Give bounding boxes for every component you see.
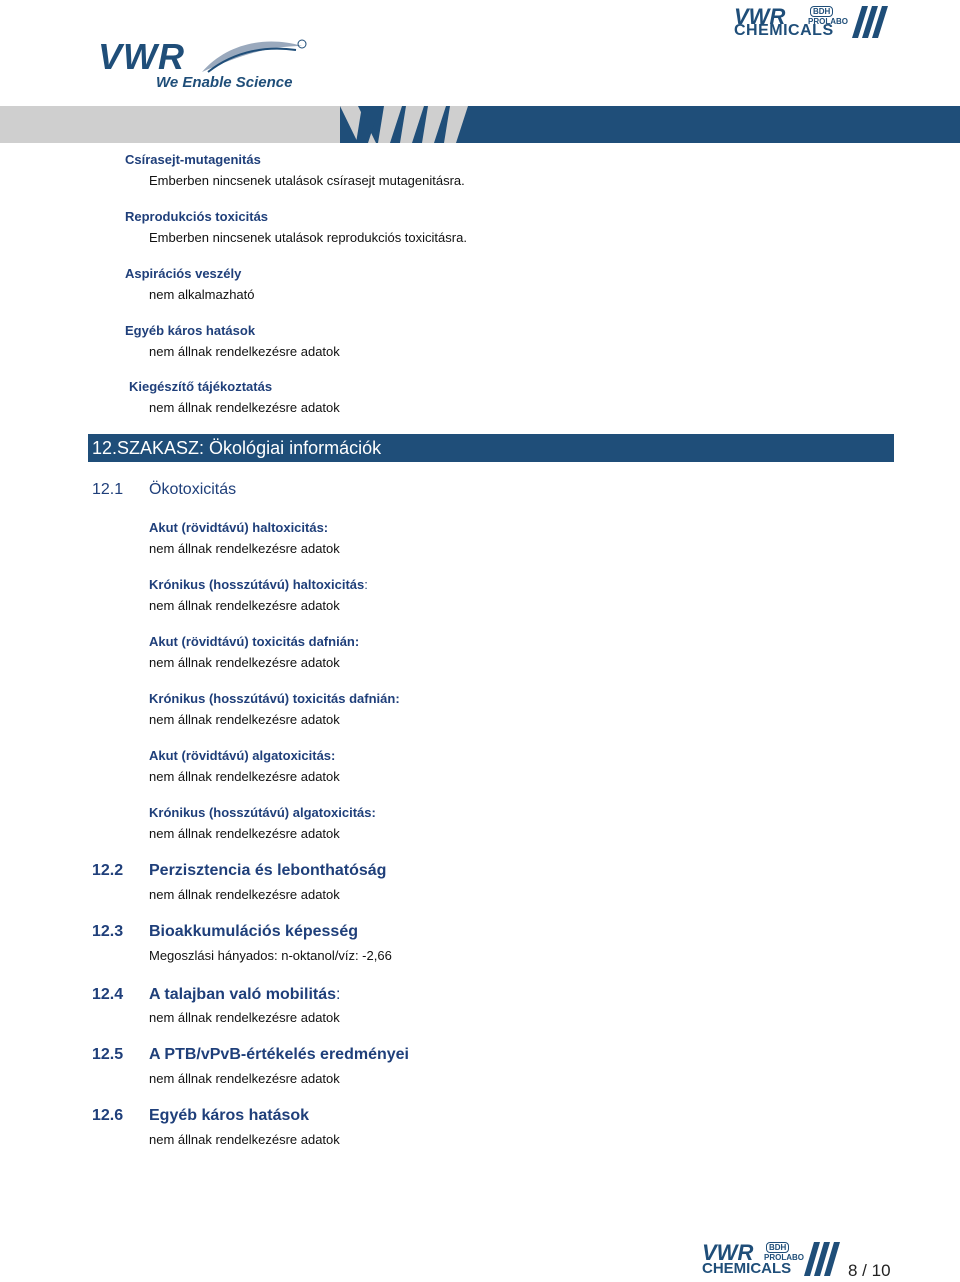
heading-germ-cell-mutagenicity: Csírasejt-mutagenitás xyxy=(125,152,261,167)
text-additional-information: nem állnak rendelkezésre adatok xyxy=(149,400,340,415)
logo-tagline: We Enable Science xyxy=(156,74,293,91)
heading-other-adverse-effects: Egyéb káros hatások xyxy=(125,323,256,338)
stripes-icon xyxy=(852,6,892,38)
subsection-title-other-adverse-effects: Egyéb káros hatások xyxy=(149,1107,310,1124)
subsection-number: 12.2 xyxy=(92,862,124,879)
vwr-we-enable-science-logo xyxy=(98,36,318,98)
prolabo-text: PROLABO xyxy=(808,17,848,26)
header-band-grey xyxy=(0,106,340,143)
footer-bdh-badge: BDH xyxy=(766,1242,789,1253)
bdh-badge: BDH xyxy=(810,6,833,17)
header-band xyxy=(0,106,960,143)
subsection-title-ecotoxicity: Ökotoxicitás xyxy=(149,481,237,498)
footer-logo-vwr-text: VWR xyxy=(702,1240,754,1265)
text-pbt-assessment: nem állnak rendelkezésre adatok xyxy=(149,1071,340,1086)
text-aspiration-hazard: nem alkalmazható xyxy=(149,287,255,302)
logo-chemicals-text: CHEMICALS xyxy=(734,22,834,39)
text-bioaccumulation: Megoszlási hányados: n-oktanol/víz: -2,66 xyxy=(149,948,392,963)
page-number: 8 / 10 xyxy=(848,1261,891,1280)
text-chronic-daphnia-toxicity: nem állnak rendelkezésre adatok xyxy=(149,712,340,727)
text-chronic-fish-toxicity: nem állnak rendelkezésre adatok xyxy=(149,598,340,613)
heading-chronic-algae-toxicity: Krónikus (hosszútávú) algatoxicitás: xyxy=(149,805,376,820)
subsection-title-pbt-assessment: A PTB/vPvB-értékelés eredményei xyxy=(149,1046,409,1063)
leaf-swoosh-icon xyxy=(198,36,308,76)
heading-acute-fish-toxicity: Akut (rövidtávú) haltoxicitás: xyxy=(149,520,329,535)
heading-acute-daphnia-toxicity: Akut (rövidtávú) toxicitás dafnián: xyxy=(149,634,360,649)
text-chronic-algae-toxicity: nem állnak rendelkezésre adatok xyxy=(149,826,340,841)
vwr-chemicals-logo-top xyxy=(730,4,900,40)
heading-chronic-daphnia-toxicity: Krónikus (hosszútávú) toxicitás dafnián: xyxy=(149,691,400,706)
logo-vwr-text: VWR xyxy=(734,4,786,29)
text-other-adverse-effects: nem állnak rendelkezésre adatok xyxy=(149,344,340,359)
vwr-chemicals-logo-footer xyxy=(700,1240,845,1278)
subsection-number: 12.4 xyxy=(92,986,124,1003)
text-persistence: nem állnak rendelkezésre adatok xyxy=(149,887,340,902)
text-reproductive-toxicity: Emberben nincsenek utalások reprodukciós toxicitásra. xyxy=(149,230,467,245)
text-soil-mobility: nem állnak rendelkezésre adatok xyxy=(149,1010,340,1025)
subsection-number: 12.1 xyxy=(92,481,124,498)
text-acute-daphnia-toxicity: nem állnak rendelkezésre adatok xyxy=(149,655,340,670)
text-other-adverse-effects-12: nem állnak rendelkezésre adatok xyxy=(149,1132,340,1147)
text-acute-algae-toxicity: nem állnak rendelkezésre adatok xyxy=(149,769,340,784)
subsection-title-persistence: Perzisztencia és lebonthatóság xyxy=(149,862,387,879)
heading-acute-algae-toxicity: Akut (rövidtávú) algatoxicitás: xyxy=(149,748,336,763)
heading-reproductive-toxicity: Reprodukciós toxicitás xyxy=(125,209,269,224)
subsection-number: 12.5 xyxy=(92,1046,124,1063)
logo-wordmark: VWR xyxy=(98,36,185,77)
section-12-title-bar: 12.SZAKASZ: Ökológiai információk xyxy=(88,434,894,462)
heading-additional-information: Kiegészítő tájékoztatás xyxy=(129,379,273,394)
subsection-title-soil-mobility: A talajban való mobilitás: xyxy=(149,986,341,1003)
footer-stripes-icon xyxy=(804,1242,844,1276)
chevron-stripes-icon xyxy=(340,106,480,143)
subsection-number: 12.6 xyxy=(92,1107,124,1124)
footer-prolabo-text: PROLABO xyxy=(764,1253,804,1262)
text-germ-cell-mutagenicity: Emberben nincsenek utalások csírasejt mutagenitásra. xyxy=(149,173,465,188)
text-acute-fish-toxicity: nem állnak rendelkezésre adatok xyxy=(149,541,340,556)
subsection-title-bioaccumulation: Bioakkumulációs képesség xyxy=(149,923,358,940)
footer-logo-chemicals-text: CHEMICALS xyxy=(702,1260,792,1277)
heading-aspiration-hazard: Aspirációs veszély xyxy=(125,266,242,281)
subsection-number: 12.3 xyxy=(92,923,124,940)
heading-chronic-fish-toxicity: Krónikus (hosszútávú) haltoxicitás: xyxy=(149,577,368,592)
